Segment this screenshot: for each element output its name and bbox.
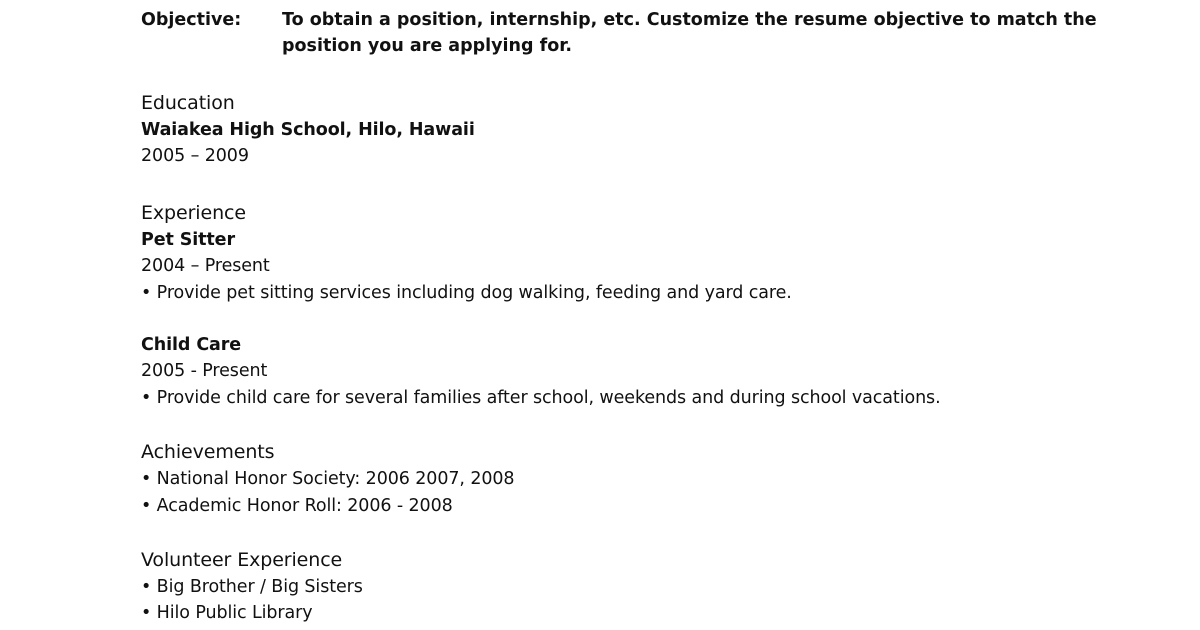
objective-line-2: position you are applying for.: [282, 36, 573, 56]
job-bullet-child-care: • Provide child care for several families after school, weekends and during school vacations.: [141, 388, 941, 408]
volunteer-item: • Hilo Public Library: [141, 603, 313, 623]
objective-line-1: To obtain a position, internship, etc. Customize the resume objective to match the: [282, 10, 1097, 30]
job-title-child-care: Child Care: [141, 335, 242, 355]
achievements-heading: Achievements: [141, 441, 275, 463]
education-school: Waiakea High School, Hilo, Hawaii: [141, 120, 475, 140]
education-years: 2005 – 2009: [141, 146, 249, 166]
job-bullet-pet-sitter: • Provide pet sitting services including dog walking, feeding and yard care.: [141, 283, 792, 303]
achievement-item: • Academic Honor Roll: 2006 - 2008: [141, 496, 453, 516]
job-title-pet-sitter: Pet Sitter: [141, 230, 235, 250]
achievement-item: • National Honor Society: 2006 2007, 2008: [141, 469, 515, 489]
job-dates-child-care: 2005 - Present: [141, 361, 268, 381]
job-dates-pet-sitter: 2004 – Present: [141, 256, 270, 276]
objective-label: Objective:: [141, 10, 242, 30]
education-heading: Education: [141, 92, 235, 114]
objective-text: [282, 7, 1097, 59]
volunteer-heading: Volunteer Experience: [141, 549, 343, 571]
experience-heading: Experience: [141, 202, 246, 224]
volunteer-item: • Big Brother / Big Sisters: [141, 577, 363, 597]
